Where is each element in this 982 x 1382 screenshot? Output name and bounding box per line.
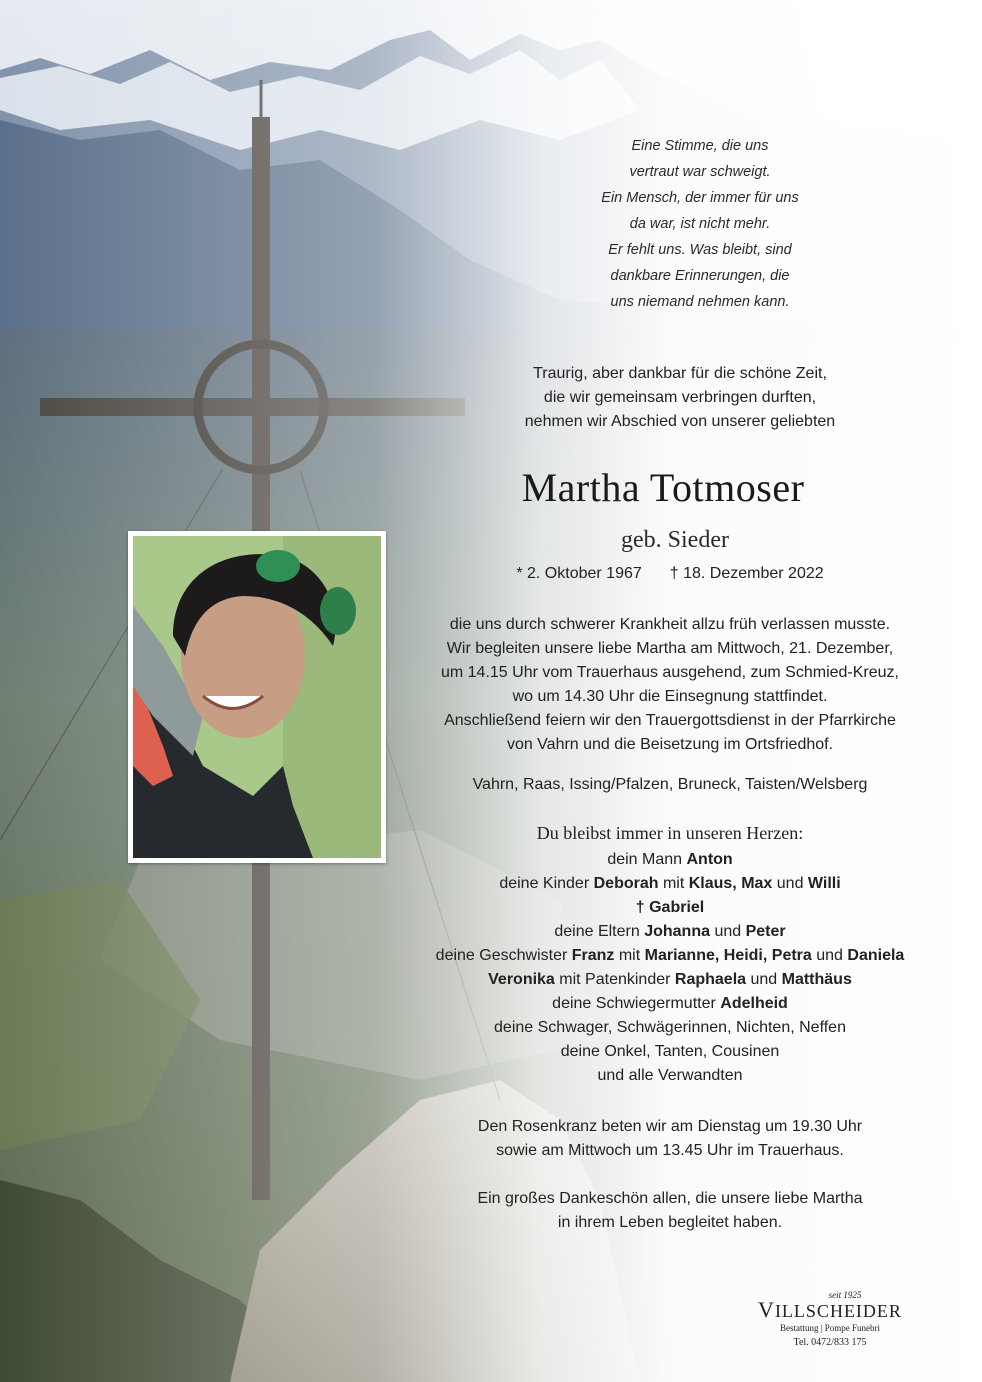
announcement-line: wo um 14.30 Uhr die Einsegnung stattfindet. bbox=[512, 688, 828, 705]
thanks-line: in ihrem Leben begleitet haben. bbox=[557, 1214, 783, 1231]
announcement-line: von Vahrn und die Beisetzung im Ortsfriedhof. bbox=[506, 736, 834, 753]
poem-line: Eine Stimme, die uns bbox=[631, 138, 769, 154]
poem-line: da war, ist nicht mehr. bbox=[629, 216, 771, 232]
poem-line: dankbare Erinnerungen, die bbox=[610, 268, 790, 284]
places-line: Vahrn, Raas, Issing/Pfalzen, Bruneck, Taisten/Welsberg bbox=[472, 776, 868, 793]
family-list bbox=[380, 848, 960, 1088]
rosary-line: sowie am Mittwoch um 13.45 Uhr im Trauerhaus. bbox=[496, 1142, 844, 1159]
family-line: deine Kinder Deborah mit Klaus, Max und Willi bbox=[499, 875, 841, 892]
family-line: deine Schwager, Schwägerinnen, Nichten, Neffen bbox=[494, 1019, 846, 1036]
heart-line: Du bleibst immer in unseren Herzen: bbox=[536, 823, 804, 843]
rosary-line: Den Rosenkranz beten wir am Dienstag um 19.30 Uhr bbox=[477, 1118, 863, 1135]
family-line: deine Schwiegermutter Adelheid bbox=[552, 995, 788, 1012]
poem-line: vertraut war schweigt. bbox=[629, 164, 771, 180]
death-date: † 18. Dezember 2022 bbox=[669, 565, 824, 582]
family-line: deine Onkel, Tanten, Cousinen bbox=[560, 1043, 780, 1060]
family-line: Veronika mit Patenkinder Raphaela und Matthäus bbox=[488, 971, 852, 988]
poem-line: Er fehlt uns. Was bleibt, sind bbox=[608, 242, 792, 258]
deceased-name: Martha Totmoser bbox=[521, 465, 805, 510]
sunglasses-left bbox=[256, 550, 300, 582]
birth-date: * 2. Oktober 1967 bbox=[516, 565, 642, 582]
funeral-home-name: VILLSCHEIDER bbox=[758, 1297, 902, 1322]
portrait-photo-frame bbox=[128, 531, 386, 863]
maiden-name: geb. Sieder bbox=[621, 527, 729, 553]
announcement-line: Anschließend feiern wir den Trauergottsdienst in der Pfarrkirche bbox=[444, 712, 896, 729]
intro-line: Traurig, aber dankbar für die schöne Zeit, bbox=[533, 365, 827, 382]
announcement-line: Wir begleiten unsere liebe Martha am Mittwoch, 21. Dezember, bbox=[446, 640, 894, 657]
sunglasses-right bbox=[320, 587, 356, 635]
funeral-home-subtitle: Bestattung | Pompe Funebri bbox=[779, 1323, 881, 1333]
funeral-home-logo bbox=[745, 1290, 915, 1348]
intro-line: nehmen wir Abschied von unserer geliebten bbox=[524, 413, 836, 430]
funeral-home-phone: Tel. 0472/833 175 bbox=[793, 1337, 867, 1348]
thanks-text bbox=[430, 1187, 910, 1235]
poem bbox=[560, 133, 840, 315]
funeral-home-since: seit 1925 bbox=[828, 1290, 862, 1300]
announcement-text bbox=[400, 613, 940, 757]
rosary-text bbox=[430, 1115, 910, 1163]
family-line: dein Mann Anton bbox=[607, 851, 733, 868]
poem-line: uns niemand nehmen kann. bbox=[610, 294, 790, 310]
thanks-line: Ein großes Dankeschön allen, die unsere liebe Martha bbox=[477, 1190, 863, 1207]
life-dates bbox=[470, 565, 870, 583]
family-line: und alle Verwandten bbox=[597, 1067, 743, 1084]
announcement-line: die uns durch schwerer Krankheit allzu früh verlassen musste. bbox=[449, 616, 891, 633]
intro-text bbox=[470, 362, 890, 434]
announcement-line: um 14.15 Uhr vom Trauerhaus ausgehend, zum Schmied-Kreuz, bbox=[440, 664, 899, 681]
family-line: † Gabriel bbox=[635, 899, 705, 916]
family-line: deine Geschwister Franz mit Marianne, Heidi, Petra und Daniela bbox=[435, 947, 905, 964]
family-line: deine Eltern Johanna und Peter bbox=[554, 923, 786, 940]
portrait-photo bbox=[133, 536, 381, 858]
intro-line: die wir gemeinsam verbringen durften, bbox=[543, 389, 817, 406]
poem-line: Ein Mensch, der immer für uns bbox=[601, 190, 799, 206]
